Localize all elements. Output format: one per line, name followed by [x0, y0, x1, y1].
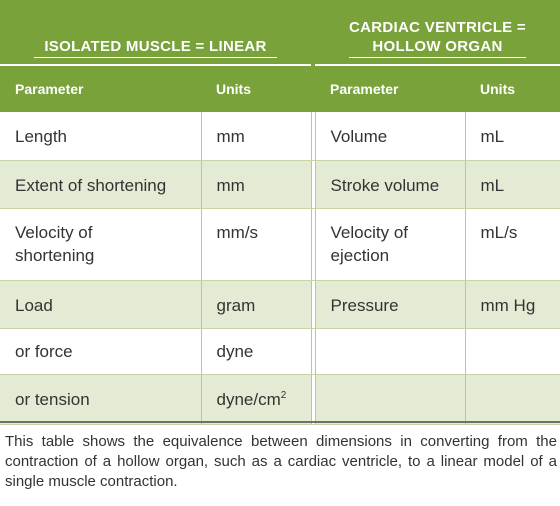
cell-parameter-right: Volume	[315, 112, 465, 160]
table-caption: This table shows the equivalence between dimensions in converting from the contraction of a hollow organ, such as a cardiac ventricle, to a linear model of a single muscle contraction.	[5, 433, 557, 490]
cell-units-right: mL/s	[465, 208, 560, 280]
cell-units-left: gram	[201, 280, 311, 328]
cell-text-line: Velocity of	[15, 222, 93, 242]
column-header-units-left: Units	[201, 65, 311, 112]
group-title-right	[349, 18, 526, 58]
group-title-right-line2: HOLLOW ORGAN	[372, 38, 503, 55]
cell-units-left: mm	[201, 160, 311, 208]
cell-parameter-left	[0, 208, 201, 280]
cell-text-line: shortening	[15, 245, 95, 265]
cell-parameter-left: or tension	[0, 374, 201, 424]
cell-units-right: mL	[465, 160, 560, 208]
caption-divider	[0, 421, 560, 423]
column-header-parameter-left: Parameter	[0, 65, 201, 112]
table-row	[0, 374, 560, 424]
cell-units-right: mm Hg	[465, 280, 560, 328]
cell-units-right	[465, 374, 560, 424]
cell-parameter-left: Load	[0, 280, 201, 328]
column-header-parameter-right: Parameter	[315, 65, 465, 112]
table-row	[0, 208, 560, 280]
cell-units-left: mm	[201, 112, 311, 160]
cell-parameter-left: Length	[0, 112, 201, 160]
cell-text-line: ejection	[330, 245, 390, 265]
cell-units-left: dyne	[201, 328, 311, 374]
table-row	[0, 112, 560, 160]
table-row	[0, 328, 560, 374]
table-row	[0, 160, 560, 208]
units-superscript: 2	[280, 389, 287, 401]
cell-units-left: mm/s	[201, 208, 311, 280]
cell-units-right: mL	[465, 112, 560, 160]
group-header-cardiac-ventricle	[315, 0, 560, 65]
table-row	[0, 280, 560, 328]
column-header-units-right: Units	[465, 65, 560, 112]
cell-text-line: Velocity of	[330, 222, 409, 242]
group-title-left: ISOLATED MUSCLE = LINEAR	[34, 37, 276, 58]
cell-units-right	[465, 328, 560, 374]
cell-parameter-right	[315, 208, 465, 280]
cell-parameter-right: Stroke volume	[315, 160, 465, 208]
cell-parameter-left: or force	[0, 328, 201, 374]
units-base: dyne/cm	[216, 389, 281, 409]
cell-parameter-right	[315, 328, 465, 374]
group-title-right-line1: CARDIAC VENTRICLE =	[349, 19, 526, 36]
group-header-isolated-muscle	[0, 0, 311, 65]
cell-parameter-left: Extent of shortening	[0, 160, 201, 208]
cell-parameter-right: Pressure	[315, 280, 465, 328]
cell-parameter-right	[315, 374, 465, 424]
cell-units-left	[201, 374, 311, 424]
